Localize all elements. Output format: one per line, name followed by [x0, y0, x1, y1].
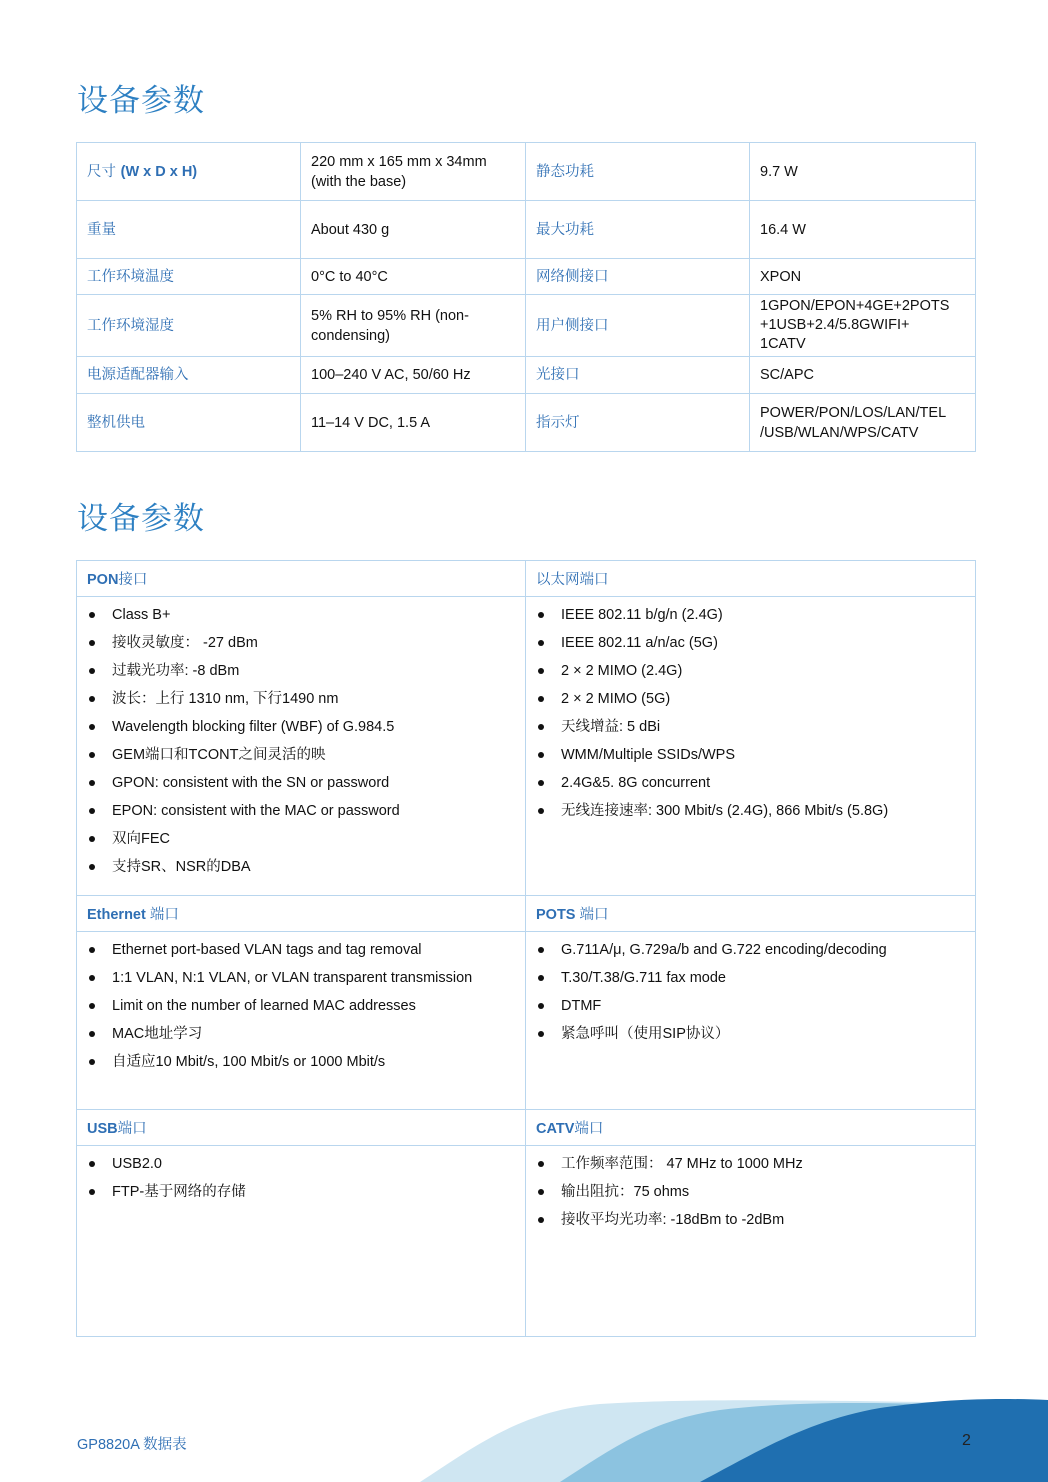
list-item: GPON: consistent with the SN or password [87, 773, 515, 793]
feature-header-row [77, 561, 976, 597]
pon-header: PON接口 [77, 561, 526, 597]
list-item: 2 × 2 MIMO (2.4G) [536, 661, 965, 681]
spec-row [77, 394, 976, 452]
spec-key: 光接口 [526, 357, 750, 394]
list-item: FTP-基于网络的存储 [87, 1182, 515, 1202]
spec-key: 工作环境温度 [77, 259, 301, 295]
list-item: 支持SR、NSR的DBA [87, 857, 515, 877]
feature-body-row [77, 597, 976, 896]
spec-value: 11–14 V DC, 1.5 A [301, 394, 526, 452]
usb-header: USB端口 [77, 1110, 526, 1146]
list-item: 无线连接速率: 300 Mbit/s (2.4G), 866 Mbit/s (5.8G) [536, 801, 965, 821]
spec-key: 重量 [77, 201, 301, 259]
list-item: 天线增益: 5 dBi [536, 717, 965, 737]
usb-cell [77, 1146, 526, 1337]
pots-header: POTS 端口 [526, 896, 976, 932]
spec-key: 尺寸 (W x D x H) [77, 143, 301, 201]
spec-value: 5% RH to 95% RH (non- condensing) [301, 295, 526, 357]
list-item: 1:1 VLAN, N:1 VLAN, or VLAN transparent transmission [87, 968, 515, 988]
list-item: IEEE 802.11 b/g/n (2.4G) [536, 605, 965, 625]
spec-key: 工作环境湿度 [77, 295, 301, 357]
feature-body-row [77, 1146, 976, 1337]
list-item: IEEE 802.11 a/n/ac (5G) [536, 633, 965, 653]
list-item: 波长：上行 1310 nm, 下行1490 nm [87, 689, 515, 709]
spec-row [77, 143, 976, 201]
spec-row [77, 357, 976, 394]
usb-list [87, 1146, 515, 1202]
spec-key: 最大功耗 [526, 201, 750, 259]
ethernet-cell [77, 932, 526, 1110]
list-item: Wavelength blocking filter (WBF) of G.984.5 [87, 717, 515, 737]
wifi-cell [526, 597, 976, 896]
spec-value: SC/APC [750, 357, 976, 394]
spec-row [77, 201, 976, 259]
list-item: GEM端口和TCONT之间灵活的映 [87, 745, 515, 765]
feature-header-row [77, 1110, 976, 1146]
list-item: G.711A/μ, G.729a/b and G.722 encoding/decoding [536, 940, 965, 960]
spec-value: 9.7 W [750, 143, 976, 201]
list-item: DTMF [536, 996, 965, 1016]
wifi-list [536, 597, 965, 821]
feature-table [76, 560, 976, 1337]
list-item: Limit on the number of learned MAC addresses [87, 996, 515, 1016]
feature-header-row [77, 896, 976, 932]
spec-row [77, 295, 976, 357]
spec-key: 整机供电 [77, 394, 301, 452]
list-item: 接收平均光功率: -18dBm to -2dBm [536, 1210, 965, 1230]
ethernet-port-header: 以太网端口 [526, 561, 976, 597]
list-item: 接收灵敏度： -27 dBm [87, 633, 515, 653]
list-item: 2 × 2 MIMO (5G) [536, 689, 965, 709]
footer-doc-name: GP8820A 数据表 [77, 1437, 187, 1453]
spec-value: POWER/PON/LOS/LAN/TEL /USB/WLAN/WPS/CATV [750, 394, 976, 452]
list-item: 过载光功率: -8 dBm [87, 661, 515, 681]
section-title-2: 设备参数 [77, 501, 205, 537]
spec-value: 220 mm x 165 mm x 34mm (with the base) [301, 143, 526, 201]
spec-key: 指示灯 [526, 394, 750, 452]
list-item: 输出阻抗：75 ohms [536, 1182, 965, 1202]
list-item: 双向FEC [87, 829, 515, 849]
pon-cell [77, 597, 526, 896]
list-item: USB2.0 [87, 1154, 515, 1174]
list-item: 工作频率范围： 47 MHz to 1000 MHz [536, 1154, 965, 1174]
ethernet-header: Ethernet 端口 [77, 896, 526, 932]
pots-list [536, 932, 965, 1044]
spec-key: 电源适配器输入 [77, 357, 301, 394]
spec-value: About 430 g [301, 201, 526, 259]
section-title-1: 设备参数 [77, 83, 205, 119]
spec-key: 静态功耗 [526, 143, 750, 201]
list-item: T.30/T.38/G.711 fax mode [536, 968, 965, 988]
list-item: Ethernet port-based VLAN tags and tag removal [87, 940, 515, 960]
spec-key: 用户侧接口 [526, 295, 750, 357]
list-item: 2.4G&5. 8G concurrent [536, 773, 965, 793]
spec-row [77, 259, 976, 295]
list-item: WMM/Multiple SSIDs/WPS [536, 745, 965, 765]
catv-cell [526, 1146, 976, 1337]
list-item: 自适应10 Mbit/s, 100 Mbit/s or 1000 Mbit/s [87, 1052, 515, 1072]
spec-value: 1GPON/EPON+4GE+2POTS +1USB+2.4/5.8GWIFI+ 1CATV [750, 295, 976, 357]
spec-table [76, 142, 976, 452]
list-item: Class B+ [87, 605, 515, 625]
spec-value: 0°C to 40°C [301, 259, 526, 295]
list-item: EPON: consistent with the MAC or password [87, 801, 515, 821]
page-number: 2 [962, 1432, 971, 1449]
ethernet-list [87, 932, 515, 1072]
spec-value: 100–240 V AC, 50/60 Hz [301, 357, 526, 394]
catv-list [536, 1146, 965, 1230]
pots-cell [526, 932, 976, 1110]
catv-header: CATV端口 [526, 1110, 976, 1146]
list-item: 紧急呼叫（使用SIP协议） [536, 1024, 965, 1044]
list-item: MAC地址学习 [87, 1024, 515, 1044]
spec-key: 网络侧接口 [526, 259, 750, 295]
pon-list [87, 597, 515, 877]
spec-value: XPON [750, 259, 976, 295]
spec-value: 16.4 W [750, 201, 976, 259]
feature-body-row [77, 932, 976, 1110]
